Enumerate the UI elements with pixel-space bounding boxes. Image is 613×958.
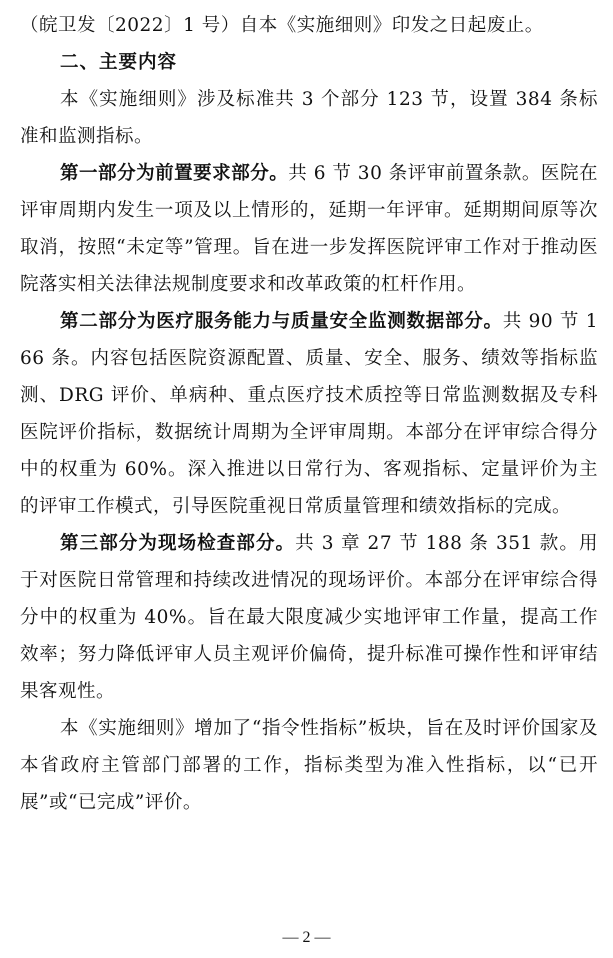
- section-heading: 二、主要内容: [60, 52, 178, 73]
- part3-lead: 第三部分为现场检查部分。: [60, 533, 296, 554]
- closing-paragraph: 本《实施细则》增加了“指令性指标”板块，旨在及时评价国家及本省政府主管部门部署的工作，指标类型为准入性指标，以“已开展”或“已完成”评价。: [20, 718, 598, 813]
- part3-text: 共 3 章 27 节 188 条 351 款。用于对医院日常管理和持续改进情况的现场评价。本部分在评审综合得分中的权重为 40%。旨在最大限度减少实地评审工作量，提高工作效率；努力降低评审人员主观评价偏倚，提升标准可操作性和评审结果客观性。: [20, 533, 598, 702]
- part1-lead: 第一部分为前置要求部分。: [60, 163, 289, 184]
- part1-paragraph: [20, 155, 598, 303]
- document-body: [20, 0, 598, 821]
- part1-text: 共 6 节 30 条评审前置条款。医院在评审周期内发生一项及以上情形的，延期一年评审。延期期间原等次取消，按照“未定等”管理。旨在进一步发挥医院评审工作对于推动医院落实相关法律法规制度要求和改革政策的杠杆作用。: [20, 163, 598, 295]
- page-number: — 2 —: [282, 929, 331, 946]
- part2-lead: 第二部分为医疗服务能力与质量安全监测数据部分。: [60, 311, 503, 332]
- opening-line: （皖卫发〔2022〕1 号）自本《实施细则》印发之日起废止。: [20, 15, 544, 36]
- part2-text: 共 90 节 166 条。内容包括医院资源配置、质量、安全、服务、绩效等指标监测、DRG 评价、单病种、重点医疗技术质控等日常监测数据及专科医院评价指标，数据统计周期为全评审周期。本部分在评审综合得分中的权重为 60%。深入推进以日常行为、客观指标、定量评价为主的评审工作模式，引导医院重视日常质量管理和绩效指标的完成。: [20, 311, 598, 517]
- overview-paragraph: 本《实施细则》涉及标准共 3 个部分 123 节，设置 384 条标准和监测指标。: [20, 89, 598, 147]
- part3-paragraph: [20, 525, 598, 710]
- part2-paragraph: [20, 303, 598, 525]
